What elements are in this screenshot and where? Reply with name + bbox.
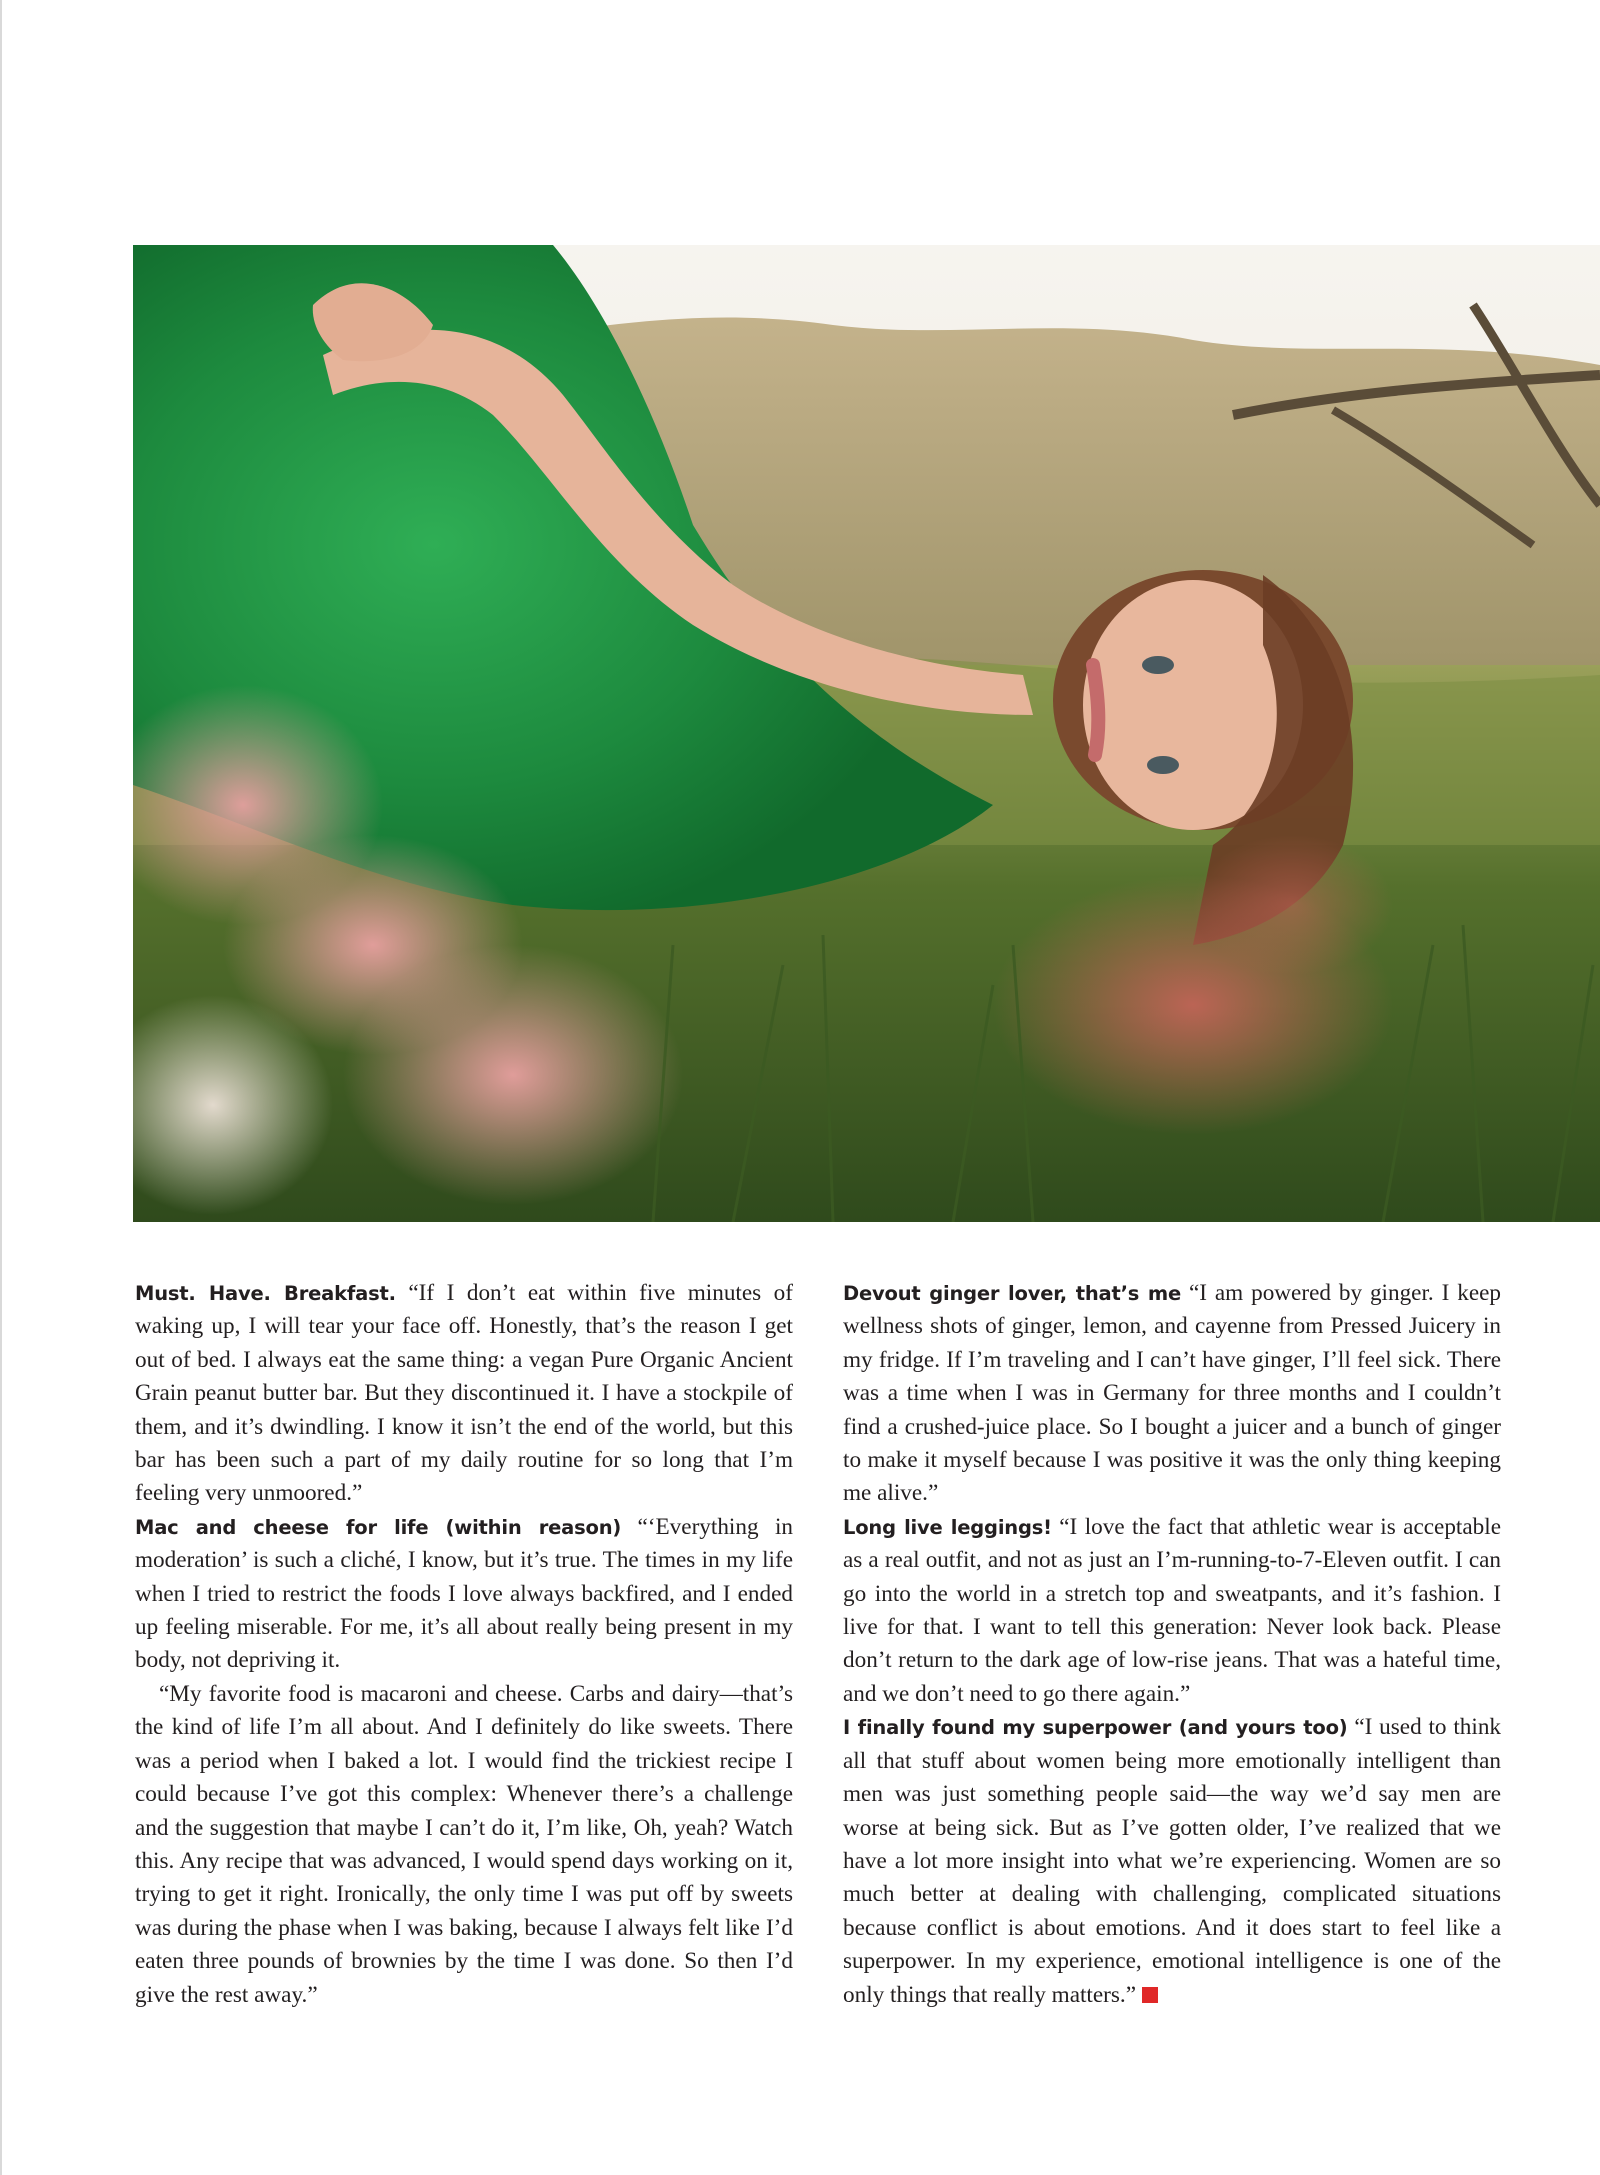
subhead-breakfast: Must. Have. Breakfast. (135, 1282, 396, 1305)
body-text: “If I don’t eat within five minutes of waking up, I will tear your face off. Honestly, that’s the reason I get out of bed. I always eat the same thing: a vegan Pure Organic Ancient Grain peanut butter bar. But they discontinued it. I have a stockpile of them, and it’s dwindling. I know it isn’t the end of the world, but this bar has been such a part of my daily routine for so long that I’m feeling very unmoored.” (135, 1280, 793, 1507)
body-text: “‘Everything in moderation’ is such a cliché, I know, but it’s true. The times in my life when I tried to restrict the foods I love always backfired, and I ended up feeling miserable. For me, it’s all about really being present in my body, not depriving it. (135, 1513, 793, 1674)
subhead-ginger: Devout ginger lover, that’s me (843, 1282, 1182, 1305)
hero-photo (133, 245, 1600, 1222)
photo-icon (133, 245, 1600, 1222)
paragraph-favorite-food (135, 1678, 793, 2012)
paragraph-leggings (843, 1511, 1501, 1711)
body-text: “I love the fact that athletic wear is acceptable as a real outfit, and not as just an I’m-running-to-7-Eleven outfit. I can go into the world in a stretch top and sweatpants, and it’s fashion. I live for that. I want to tell this generation: Never look back. Please don’t return to the dark age of low-rise jeans. That was a hateful time, and we don’t need to go there again.” (843, 1513, 1501, 1707)
article-column-left (135, 1277, 793, 2012)
paragraph-superpower (843, 1711, 1501, 2012)
body-text: “I used to think all that stuff about women being more emotionally intelligent than men was just something people said—the way we’d say men are worse at being sick. But as I’ve gotten older, I’ve realized that we have a lot more insight into what we’re experiencing. Women are so much better at dealing with challenging, complicated situations because conflict is about emotions. And it does start to feel like a superpower. In my experience, emotional intelligence is one of the only things that really matters.” (843, 1714, 1502, 2008)
subhead-leggings: Long live leggings! (843, 1515, 1052, 1539)
paragraph-mac-and-cheese (135, 1511, 793, 1678)
subhead-mac-and-cheese: Mac and cheese for life (within reason) (135, 1515, 622, 1539)
body-text: “I am powered by ginger. I keep wellness shots of ginger, lemon, and cayenne from Pressed Juicery in my fridge. If I’m traveling and I can’t have ginger, I’ll feel sick. There was a time when I was in Germany for three months and I couldn’t find a crushed-juice place. So I bought a juicer and a bunch of ginger to make it myself because I was positive it was the only thing keeping me alive.” (843, 1280, 1502, 1507)
page-edge-rule (0, 0, 2, 2175)
article-column-right (843, 1277, 1501, 2012)
body-text: “My favorite food is macaroni and cheese. Carbs and dairy—that’s the kind of life I’m all about. And I definitely do like sweets. There was a period when I baked a lot. I would find the trickiest recipe I could because I’ve got this complex: Whenever there’s a challenge and the suggestion that maybe I can’t do it, I’m like, Oh, yeah? Watch this. Any recipe that was advanced, I would spend days working on it, trying to get it right. Ironically, the only time I was put off by sweets was during the phase when I was baking, because I always felt like I’d eaten three pounds of brownies by the time I was done. So then I’d give the rest away.” (135, 1680, 793, 2008)
paragraph-ginger (843, 1277, 1501, 1511)
subhead-superpower: I finally found my superpower (and yours too) (843, 1716, 1348, 1740)
paragraph-breakfast (135, 1277, 793, 1511)
end-square-icon (1142, 1987, 1158, 2003)
